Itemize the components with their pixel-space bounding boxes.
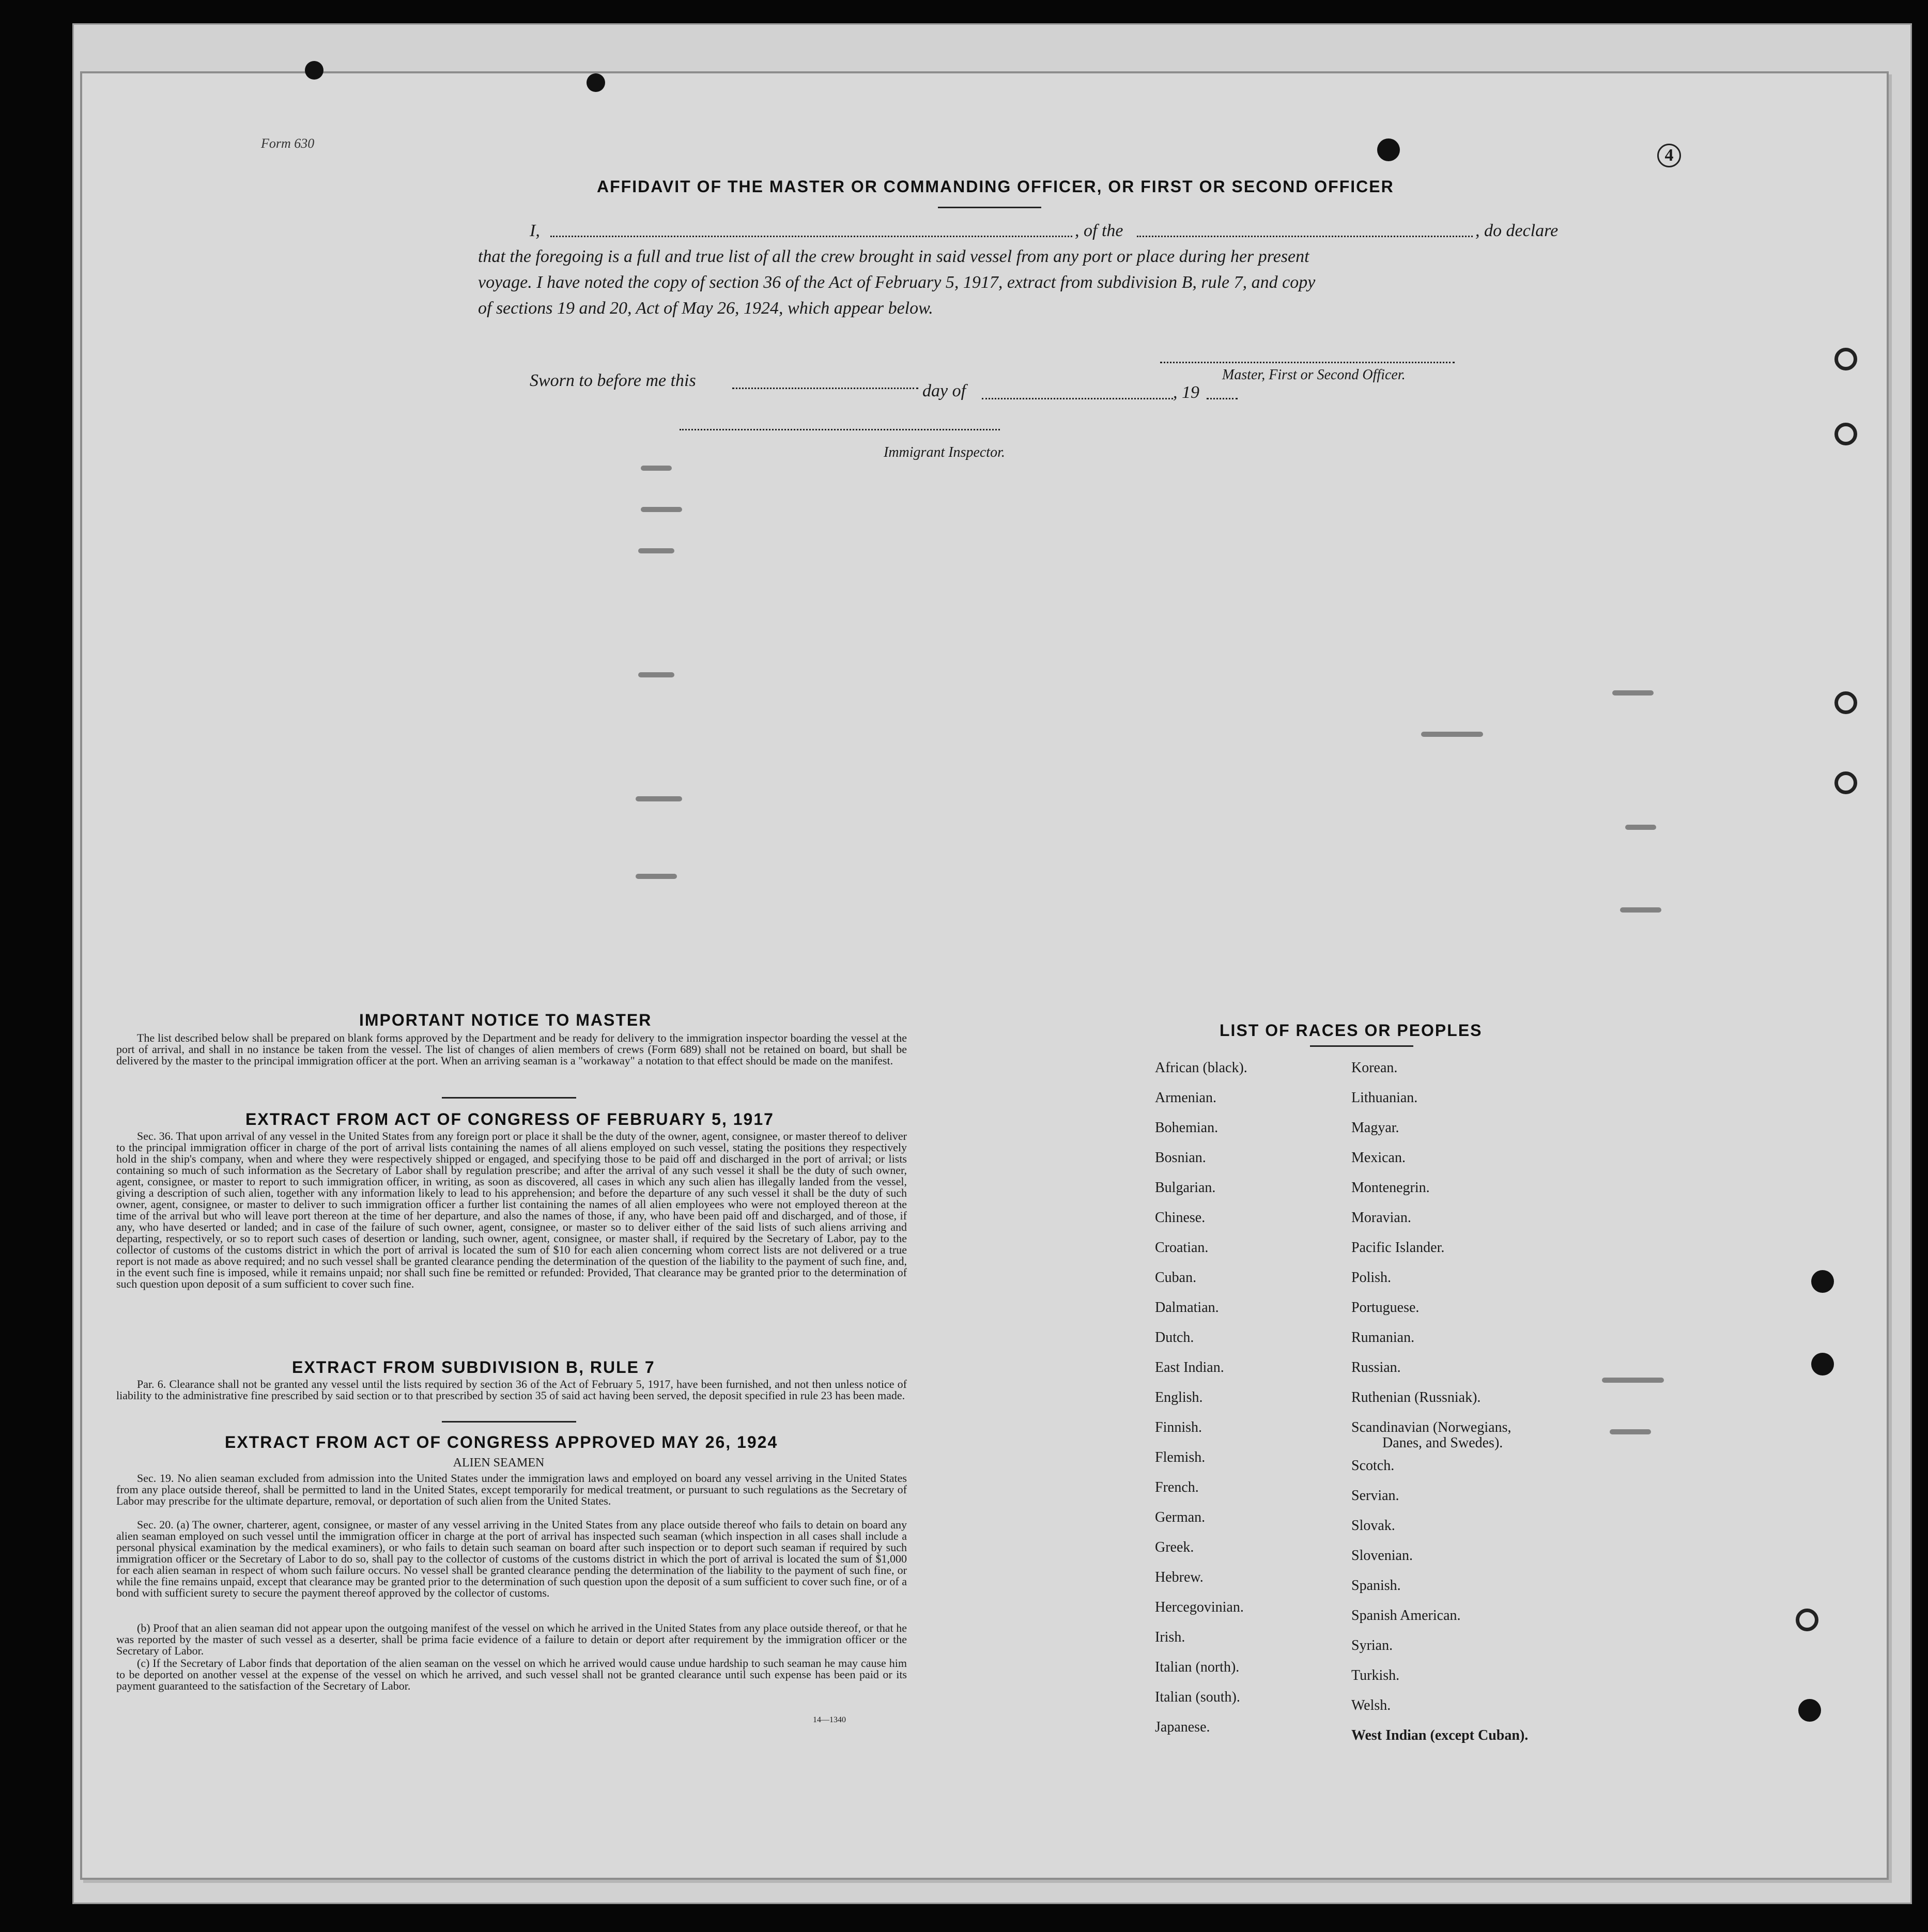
race-item: Turkish. [1351, 1667, 1400, 1683]
ink-mark [1602, 1378, 1664, 1383]
affidavit-line-4: of sections 19 and 20, Act of May 26, 1924, which appear below. [478, 299, 933, 318]
notice-text: The list described below shall be prepared on blank forms approved by the Department and be ready for delivery to the immigration inspector boarding the vessel at the port of arrival, and shall in no instance be taken from the vessel. The list of changes of alien members of crews (Form 689) shall not be retained on board, but shall be delivered by the master to the principal immigration officer at the port. When an arriving seaman is a "workaway" a notation to that effect should be made on the manifest. [116, 1031, 907, 1067]
race-item: Danes, and Swedes). [1382, 1435, 1503, 1451]
vessel-blank [1137, 236, 1473, 237]
race-item: Slovenian. [1351, 1548, 1413, 1564]
binding-hole-ring [1834, 423, 1857, 445]
extract-rule7-title: EXTRACT FROM SUBDIVISION B, RULE 7 [292, 1358, 655, 1377]
affidavit-title: AFFIDAVIT OF THE MASTER OR COMMANDING OFFICER, OR FIRST OR SECOND OFFICER [597, 177, 1394, 196]
extract-1917-text: Sec. 36. That upon arrival of any vessel in the United States from any foreign port or place it shall be the duty of the owner, agent, consignee, or master thereof to deliver to the principal immigration officer in charge of the port of arrival lists containing the names of all aliens employed on such vessel, stating the positions they respectively hold in the ship's company, when and where they were respectively shipped or engaged, and specifying those to be paid off and discharged in the port of arrival; or lists containing so much of such information as the Secretary of Labor shall by regulation prescribe; and after the arrival of any such vessel it shall be the duty of such owner, agent, consignee, or master to report to such immigration officer, in writing, as soon as discovered, all cases in which any such alien has illegally landed from the vessel, giving a description of such alien, together with any information likely to lead to his apprehension; and before the departure of any such vessel it shall be the duty of such owner, agent, consignee, or master to deliver to such immigration officer a further list containing the names of all alien employees who were not employed thereon at the time of the arrival but who will leave port thereon at the time of her departure, and also the names of those, if any, who have been paid off and discharged, and of those, if any, who have deserted or landed; and in case of the failure of such owner, agent, consignee, or master so to deliver either of the said lists of such aliens arriving and departing, respectively, or so to report such cases of desertion or landing, such owner, agent, consignee, or master shall, if required by the Secretary of Labor, pay to the collector of customs of the customs district in which the port of arrival is located the sum of $10 for each alien concerning whom correct lists are not delivered or a true report is not made as above required; and no such vessel shall be granted clearance pending the determination of the question of the liability to the payment of such fine, and, in the event such fine is imposed, while it remains unpaid; nor shall such fine be remitted or refunded: Provided, That clearance may be granted prior to the determination of such question upon deposit of a sum sufficient to cover such fine. [116, 1130, 907, 1290]
sworn-year-blank [1207, 398, 1238, 399]
binding-hole [1798, 1699, 1821, 1722]
binding-hole [587, 73, 605, 92]
rule7-rule [442, 1421, 576, 1423]
alien-seamen-subtitle: ALIEN SEAMEN [453, 1456, 545, 1470]
race-item: German. [1155, 1509, 1206, 1525]
binding-hole-ring [1834, 691, 1857, 714]
races-rule [1310, 1045, 1413, 1047]
race-item: Japanese. [1155, 1719, 1210, 1735]
race-item: Russian. [1351, 1359, 1401, 1375]
race-item: Polish. [1351, 1270, 1392, 1286]
ink-mark [1620, 907, 1661, 913]
race-item: Spanish American. [1351, 1608, 1461, 1624]
extract-rule7-text: Par. 6. Clearance shall not be granted any vessel until the lists required by section 36 of the Act of February 5, 1917, have been furnished, and not then unless notice of liability to the administrative fine prescribed by said section or to that prescribed by section 35 of said act having been served, the deposit specified in rule 23 has been made. [116, 1378, 907, 1402]
sworn-day-of: day of [922, 381, 966, 400]
master-signature-label: Master, First or Second Officer. [1222, 367, 1406, 383]
inspector-signature-line [680, 429, 1000, 430]
race-item: Italian (south). [1155, 1689, 1240, 1705]
affidavit-line-3: voyage. I have noted the copy of section 36 of the Act of February 5, 1917, extract from subdivision B, rule 7, and copy [478, 273, 1316, 292]
binding-hole-ring [1796, 1609, 1818, 1631]
race-item: Flemish. [1155, 1449, 1206, 1465]
race-item: Bosnian. [1155, 1150, 1206, 1166]
ink-mark [638, 672, 674, 677]
races-right-column [1351, 1053, 1528, 1751]
binding-hole [1811, 1353, 1834, 1375]
inspector-label: Immigrant Inspector. [884, 444, 1005, 460]
race-item: African (black). [1155, 1060, 1247, 1076]
extract-1917-title: EXTRACT FROM ACT OF CONGRESS OF FEBRUARY 5, 1917 [245, 1110, 774, 1129]
race-item: Spanish. [1351, 1578, 1401, 1594]
race-item: Mexican. [1351, 1150, 1406, 1166]
binding-hole-ring [1834, 771, 1857, 794]
race-item: Montenegrin. [1351, 1180, 1430, 1196]
race-item: Rumanian. [1351, 1330, 1415, 1346]
ink-mark [641, 466, 672, 471]
sworn-year: , 19 [1173, 383, 1199, 402]
race-item: Pacific Islander. [1351, 1240, 1445, 1256]
race-item: Hebrew. [1155, 1569, 1204, 1585]
race-item: Bohemian. [1155, 1120, 1219, 1136]
form-page [80, 71, 1889, 1880]
races-title: LIST OF RACES OR PEOPLES [1220, 1021, 1483, 1040]
race-item: Greek. [1155, 1539, 1194, 1555]
binding-hole [1377, 138, 1400, 161]
ink-mark [1421, 732, 1483, 737]
name-blank [550, 236, 1072, 237]
race-item: Irish. [1155, 1629, 1185, 1645]
race-item: English. [1155, 1389, 1203, 1405]
sworn-prefix: Sworn to before me this [530, 371, 696, 390]
race-item: Croatian. [1155, 1240, 1209, 1256]
race-item: Chinese. [1155, 1210, 1206, 1226]
race-item: French. [1155, 1479, 1199, 1495]
binding-hole [305, 61, 323, 80]
notice-title: IMPORTANT NOTICE TO MASTER [359, 1011, 652, 1029]
race-item: Korean. [1351, 1060, 1398, 1076]
race-item: Ruthenian (Russniak). [1351, 1389, 1481, 1405]
race-item: Hercegovinian. [1155, 1599, 1244, 1615]
sworn-month-blank [982, 398, 1173, 399]
affidavit-line-2: that the foregoing is a full and true list of all the crew brought in said vessel from any port or place during her present [478, 247, 1309, 266]
race-item: Cuban. [1155, 1270, 1197, 1286]
page-mark: 4 [1657, 144, 1681, 167]
race-item: Welsh. [1351, 1697, 1391, 1713]
ink-mark [1625, 825, 1656, 830]
race-item: Bulgarian. [1155, 1180, 1216, 1196]
race-item: Portuguese. [1351, 1300, 1420, 1316]
sec-20b-text: (b) Proof that an alien seaman did not appear upon the outgoing manifest of the vessel on which he arrived in the United States from any place outside thereof, or that he was reported by the master of such vessel as a deserter, shall be prima facie evidence of a failure to detain or deport after requirement by the immigration officer or the Secretary of Labor. [116, 1621, 907, 1657]
title-rule [938, 207, 1041, 208]
race-item: Syrian. [1351, 1637, 1393, 1653]
race-item: Dalmatian. [1155, 1300, 1219, 1316]
ink-mark [641, 507, 682, 512]
race-item: Scandinavian (Norwegians, [1351, 1419, 1511, 1435]
ink-mark [636, 874, 677, 879]
affidavit-i: I, [530, 221, 540, 240]
ink-mark [1610, 1429, 1651, 1434]
form-number: Form 630 [261, 136, 315, 151]
binding-hole [1811, 1270, 1834, 1293]
binding-hole-ring [1834, 348, 1857, 370]
sec-20c-text: (c) If the Secretary of Labor finds that deportation of the alien seaman on the vessel on which he arrived would cause undue hardship to such seaman he may cause him to be deported on another vessel at the expense of the vessel on which he arrived, and such vessel shall not be granted clearance until such expense has been paid or its payment guaranteed to the satisfaction of the Secretary of Labor. [116, 1657, 907, 1692]
races-left-column [1155, 1053, 1247, 1742]
sec-20a-text: Sec. 20. (a) The owner, charterer, agent, consignee, or master of any vessel arriving in the United States from any place outside thereof who fails to detain on board any alien seaman employed on such vessel until the immigration officer in charge at the port of arrival has inspected such seaman (which inspection in all cases shall include a personal physical examination by the medical examiners), or who fails to detain such seaman on board after such inspection or to deport such seaman if required by such immigration officer or the Secretary of Labor to do so, shall pay to the collector of customs of the customs district in which the port of arrival is located the sum of $1,000 for each alien seaman in respect of whom such failure occurs. No vessel shall be granted clearance pending the determination of the liability to the payment of such fine, or while the fine remains unpaid, except that clearance may be granted prior to the determination of such question upon the deposit of a sum sufficient to cover such fine, or of a bond with sufficient surety to secure the payment thereof approved by the collector of customs. [116, 1518, 907, 1599]
ink-mark [1612, 690, 1654, 695]
race-item: Armenian. [1155, 1090, 1216, 1106]
race-item: Scotch. [1351, 1458, 1395, 1474]
race-item: West Indian (except Cuban). [1351, 1727, 1529, 1743]
sworn-day-blank [732, 388, 918, 389]
race-item: Moravian. [1351, 1210, 1411, 1226]
sec-19-text: Sec. 19. No alien seaman excluded from admission into the United States under the immigration laws and employed on board any vessel arriving in the United States from any place outside thereof, shall be permitted to land in the United States, except temporarily for medical treatment, or pursuant to such regulations as the Secretary of Labor may prescribe for the ultimate departure, removal, or deportation of such alien from the United States. [116, 1472, 907, 1507]
ink-mark [638, 548, 674, 553]
affidavit-of-the: , of the [1075, 221, 1123, 240]
race-item: Dutch. [1155, 1330, 1194, 1346]
race-item: Servian. [1351, 1488, 1399, 1504]
master-signature-line [1160, 362, 1455, 363]
race-item: Italian (north). [1155, 1659, 1240, 1675]
race-item: East Indian. [1155, 1359, 1224, 1375]
notice-rule [442, 1097, 576, 1099]
race-item: Lithuanian. [1351, 1090, 1418, 1106]
race-item: Slovak. [1351, 1518, 1395, 1534]
affidavit-declare: , do declare [1475, 221, 1559, 240]
race-item: Magyar. [1351, 1120, 1399, 1136]
extract-1924-title: EXTRACT FROM ACT OF CONGRESS APPROVED MAY 26, 1924 [225, 1433, 778, 1451]
race-item: Finnish. [1155, 1419, 1202, 1435]
print-code: 14—1340 [813, 1715, 846, 1724]
ink-mark [636, 796, 682, 801]
